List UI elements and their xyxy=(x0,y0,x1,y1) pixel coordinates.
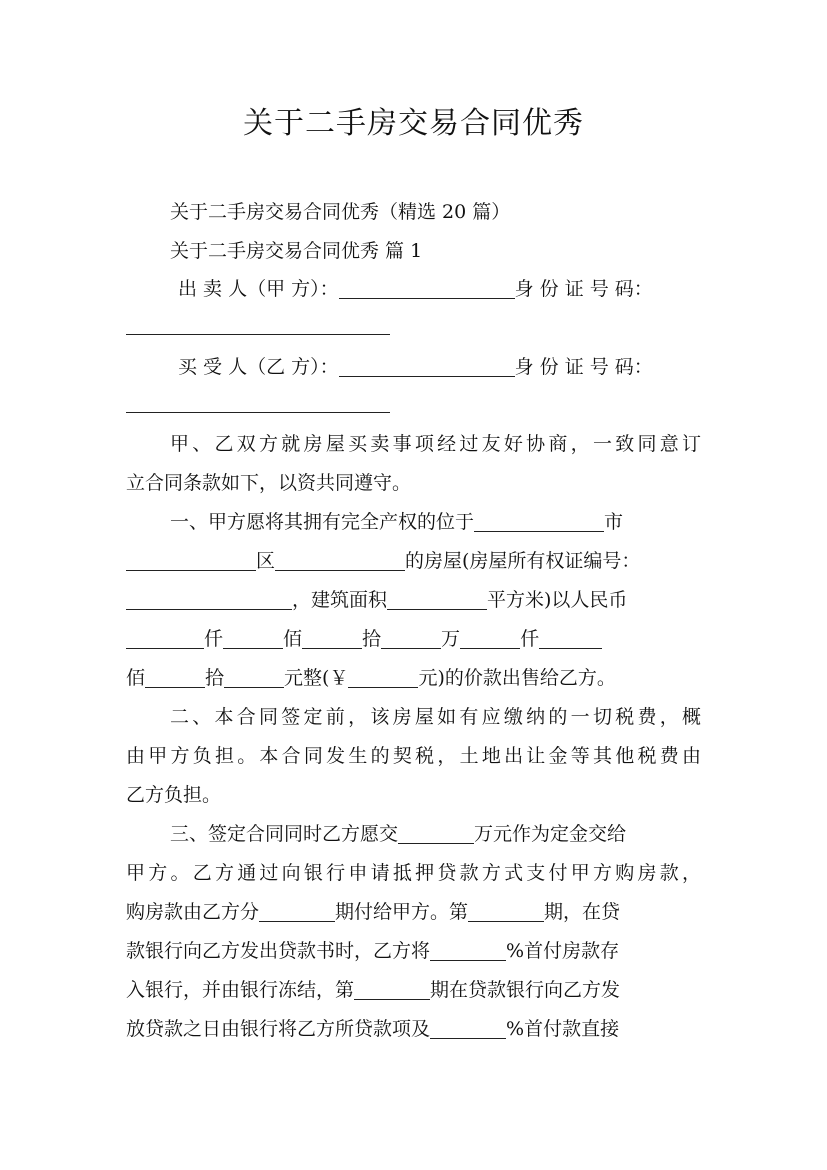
clause1-property-text: 的房屋(房屋所有权证编号： xyxy=(405,550,641,572)
clause3-line-1 xyxy=(170,815,701,853)
deposit-blank xyxy=(398,819,474,844)
clause1-line-2 xyxy=(126,542,701,580)
amount-blank xyxy=(539,624,602,649)
district-blank-2 xyxy=(275,546,405,571)
unit-wan: 万 xyxy=(441,628,461,650)
clause3-line-5 xyxy=(126,971,701,1009)
unit-shi: 拾 xyxy=(362,628,382,650)
installments-blank xyxy=(259,897,335,922)
clause2-line-3: 乙方负担。 xyxy=(126,784,222,806)
buyer-id-label: 身 份 证 号 码： xyxy=(514,356,653,378)
clause3-freeze-text: 入银行，并由银行冻结，第 xyxy=(126,979,355,1001)
district-blank-1 xyxy=(126,546,256,571)
period-blank xyxy=(468,897,544,922)
section-title: 关于二手房交易合同优秀 篇 1 xyxy=(170,240,423,262)
clause3-text: 三、签定合同同时乙方愿交 xyxy=(170,823,399,845)
buyer-id-blank xyxy=(126,412,390,413)
document-title: 关于二手房交易合同优秀 xyxy=(243,106,584,141)
clause1-total-label: 元整(￥ xyxy=(284,667,349,689)
clause1-text: 一、甲方愿将其拥有完全产权的位于 xyxy=(170,511,475,533)
clause3-loan-text: 期，在贷 xyxy=(544,901,621,923)
clause3-period-text: 期付给甲方。第 xyxy=(335,901,469,923)
clause3-direct-text: %首付款直接 xyxy=(506,1018,620,1040)
clause3-transfer-text: 放贷款之日由银行将乙方所贷款项及 xyxy=(126,1018,431,1040)
unit-qian: 仟 xyxy=(520,628,540,650)
unit-qian: 仟 xyxy=(204,628,224,650)
buyer-label: 买 受 人（乙 方）： xyxy=(178,356,339,378)
amount-blank xyxy=(145,663,205,688)
document-subtitle: 关于二手房交易合同优秀（精选 20 篇） xyxy=(170,201,511,223)
clause1-line-1 xyxy=(170,503,701,541)
amount-blank xyxy=(302,624,362,649)
percent-blank xyxy=(430,936,506,961)
buyer-line xyxy=(178,348,701,386)
clause1-area-label: ，建筑面积 xyxy=(292,589,388,611)
seller-label: 出 卖 人（甲 方）： xyxy=(178,278,339,300)
clause3-line-3 xyxy=(126,893,701,931)
percent-blank-2 xyxy=(430,1014,506,1039)
area-blank xyxy=(387,585,487,610)
intro-line-2: 立合同条款如下，以资共同遵守。 xyxy=(126,472,412,494)
clause1-line-4 xyxy=(126,620,701,658)
certificate-number-blank xyxy=(126,585,292,610)
clause3-line-4 xyxy=(126,932,701,970)
clause1-district-label: 区 xyxy=(256,550,276,572)
buyer-name-blank xyxy=(339,352,515,377)
intro-line-1: 甲、乙双方就房屋买卖事项经过友好协商，一致同意订 xyxy=(170,433,701,455)
unit-bai: 佰 xyxy=(126,667,146,689)
seller-id-blank xyxy=(126,334,390,335)
clause3-line-2: 甲方。乙方通过向银行申请抵押贷款方式支付甲方购房款， xyxy=(126,862,701,884)
amount-blank xyxy=(223,624,283,649)
clause3-installment-text: 购房款由乙方分 xyxy=(126,901,260,923)
amount-blank xyxy=(381,624,441,649)
seller-id-label: 身 份 证 号 码： xyxy=(514,278,653,300)
clause1-city-label: 市 xyxy=(604,511,624,533)
clause1-line-5 xyxy=(126,659,701,697)
seller-line xyxy=(178,270,701,308)
unit-bai: 佰 xyxy=(283,628,303,650)
clause1-line-3 xyxy=(126,581,701,619)
clause2-line-1: 二、本合同签定前，该房屋如有应缴纳的一切税费，概 xyxy=(170,706,701,728)
clause1-end-text: 元)的价款出售给乙方。 xyxy=(418,667,616,689)
period-blank-2 xyxy=(354,975,430,1000)
unit-shi: 拾 xyxy=(205,667,225,689)
total-amount-blank xyxy=(348,663,418,688)
clause1-price-label: 平方米)以人民币 xyxy=(487,589,628,611)
amount-blank xyxy=(126,624,204,649)
clause3-line-6 xyxy=(126,1010,701,1048)
clause3-deposit-label: 万元作为定金交给 xyxy=(474,823,627,845)
clause3-downpayment-text: %首付房款存 xyxy=(506,940,620,962)
clause3-bank-text: 款银行向乙方发出贷款书时，乙方将 xyxy=(126,940,431,962)
seller-name-blank xyxy=(339,274,515,299)
clause3-release-text: 期在贷款银行向乙方发 xyxy=(430,979,621,1001)
amount-blank xyxy=(224,663,284,688)
amount-blank xyxy=(460,624,520,649)
city-blank xyxy=(474,507,604,532)
clause2-line-2: 由甲方负担。本合同发生的契税，土地出让金等其他税费由 xyxy=(126,745,701,767)
